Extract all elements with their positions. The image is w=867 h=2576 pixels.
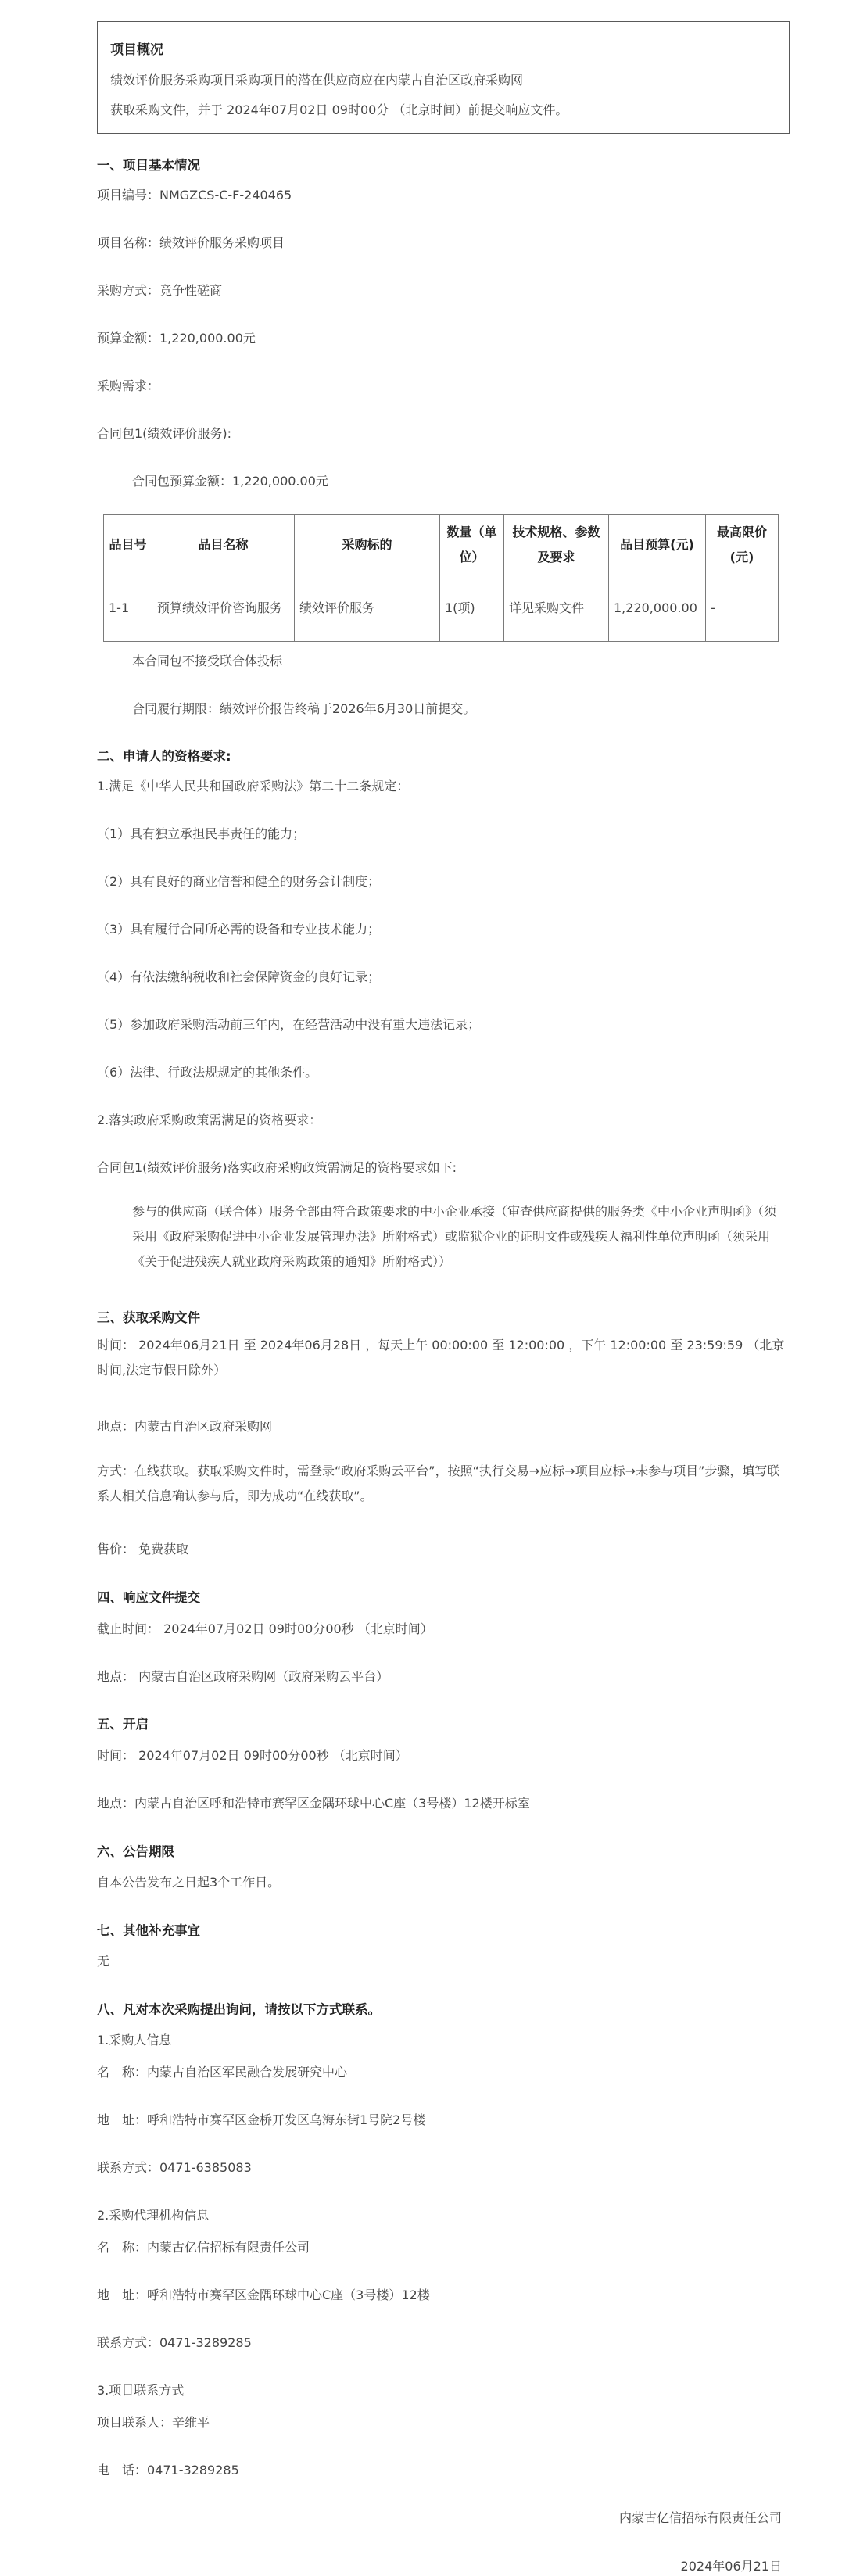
agent-phone: 联系方式：0471-3289285 <box>97 2335 252 2350</box>
opening-place: 地点：内蒙古自治区呼和浩特市赛罕区金隅环球中心C座（3号楼）12楼开标室 <box>97 1796 530 1811</box>
cell-item-budget: 1,220,000.00 <box>609 575 706 642</box>
agent-name: 名 称：内蒙古亿信招标有限责任公司 <box>97 2240 310 2255</box>
agent-info-title: 2.采购代理机构信息 <box>97 2208 210 2223</box>
buyer-address: 地 址：呼和浩特市赛罕区金桥开发区乌海东街1号院2号楼 <box>97 2112 426 2127</box>
header-spec: 技术规格、参数及要求 <box>504 515 609 575</box>
condition-4: （4）有依法缴纳税收和社会保障资金的良好记录； <box>97 969 381 984</box>
footer-organization: 内蒙古亿信招标有限责任公司 <box>618 2510 782 2525</box>
project-name: 项目名称：绩效评价服务采购项目 <box>97 235 285 250</box>
section-7-heading: 七、其他补充事宜 <box>97 1923 200 1938</box>
footer-date: 2024年06月21日 <box>680 2559 782 2574</box>
contract-package: 合同包1(绩效评价服务): <box>97 426 232 441</box>
overview-title: 项目概况 <box>110 42 163 58</box>
project-contact-person: 项目联系人：辛维平 <box>97 2415 210 2430</box>
project-contact-title: 3.项目联系方式 <box>97 2383 185 2398</box>
sme-requirement: 参与的供应商（联合体）服务全部由符合政策要求的中小企业承接（审查供应商提供的服务类《中小企业声明函》（须采用《政府采购促进中小企业发展管理办法》所附格式）或监狱企业的证明文件或残疾人福利性单位声明函（须采用《关于促进残疾人就业政府采购政策的通知》所附格式）） <box>132 1204 777 1269</box>
header-item-no: 品目号 <box>104 515 152 575</box>
contract-term: 合同履行期限：绩效评价报告终稿于2026年6月30日前提交。 <box>132 701 476 716</box>
condition-6: （6）法律、行政法规规定的其他条件。 <box>97 1065 318 1080</box>
agent-address: 地 址：呼和浩特市赛罕区金隅环球中心C座（3号楼）12楼 <box>97 2288 430 2302</box>
document-price: 售价： 免费获取 <box>97 1542 189 1557</box>
acquire-way: 方式：在线获取。获取采购文件时，需登录“政府采购云平台”，按照“执行交易→应标→项目应标→未参与项目”步骤，填写联系人相关信息确认参与后，即为成功“在线获取”。 <box>97 1464 780 1503</box>
overview-line-2: 获取采购文件，并于 2024年07月02日 09时00分 （北京时间）前提交响应文件。 <box>110 102 568 117</box>
cell-spec: 详见采购文件 <box>504 575 609 642</box>
header-subject: 采购标的 <box>295 515 440 575</box>
cell-max-price: - <box>706 575 779 642</box>
table-row <box>104 575 779 642</box>
condition-2: （2）具有良好的商业信誉和健全的财务会计制度； <box>97 874 381 889</box>
header-item-name: 品目名称 <box>152 515 295 575</box>
overview-line-1: 绩效评价服务采购项目采购项目的潜在供应商应在内蒙古自治区政府采购网 <box>110 73 524 88</box>
cell-subject: 绩效评价服务 <box>295 575 440 642</box>
project-code: 项目编号：NMGZCS-C-F-240465 <box>97 188 292 202</box>
purchase-need: 采购需求： <box>97 378 160 393</box>
items-table <box>103 514 779 642</box>
acquire-place: 地点：内蒙古自治区政府采购网 <box>97 1419 273 1434</box>
section-6-heading: 六、公告期限 <box>97 1844 174 1859</box>
procurement-law-clause: 1.满足《中华人民共和国政府采购法》第二十二条规定： <box>97 779 410 794</box>
condition-5: （5）参加政府采购活动前三年内，在经营活动中没有重大违法记录； <box>97 1017 481 1032</box>
buyer-info-title: 1.采购人信息 <box>97 2033 172 2048</box>
buyer-phone: 联系方式：0471-6385083 <box>97 2160 252 2175</box>
acquire-time: 时间： 2024年06月21日 至 2024年06月28日 ，每天上午 00:00:00 至 12:00:00 ，下午 12:00:00 至 23:59:59 （北京时间,法定节假日除外） <box>97 1338 785 1378</box>
notice-period: 自本公告发布之日起3个工作日。 <box>97 1875 281 1890</box>
cell-item-no: 1-1 <box>104 575 152 642</box>
project-contact-phone: 电 话：0471-3289285 <box>97 2463 239 2477</box>
submission-place: 地点： 内蒙古自治区政府采购网（政府采购云平台） <box>97 1669 389 1684</box>
cell-quantity: 1(项) <box>440 575 504 642</box>
submission-deadline: 截止时间： 2024年07月02日 09时00分00秒 （北京时间） <box>97 1621 433 1636</box>
budget-amount: 预算金额：1,220,000.00元 <box>97 331 256 346</box>
table-header-row <box>104 515 779 575</box>
purchase-method: 采购方式：竞争性磋商 <box>97 283 223 298</box>
section-1-heading: 一、项目基本情况 <box>97 158 200 173</box>
package-budget: 合同包预算金额：1,220,000.00元 <box>132 474 328 489</box>
opening-time: 时间： 2024年07月02日 09时00分00秒 （北京时间） <box>97 1748 408 1763</box>
cell-item-name: 预算绩效评价咨询服务 <box>152 575 295 642</box>
condition-3: （3）具有履行合同所必需的设备和专业技术能力； <box>97 922 381 937</box>
no-consortium-note: 本合同包不接受联合体投标 <box>132 654 283 668</box>
header-max-price: 最高限价(元) <box>706 515 779 575</box>
section-4-heading: 四、响应文件提交 <box>97 1590 200 1605</box>
section-3-heading: 三、获取采购文件 <box>97 1310 200 1325</box>
project-overview-box <box>97 21 790 134</box>
other-matters: 无 <box>97 1954 110 1969</box>
section-8-heading: 八、凡对本次采购提出询问，请按以下方式联系。 <box>97 2002 381 2017</box>
policy-requirements: 2.落实政府采购政策需满足的资格要求： <box>97 1112 322 1127</box>
header-quantity: 数量（单位） <box>440 515 504 575</box>
section-2-heading: 二、申请人的资格要求: <box>97 749 231 764</box>
section-5-heading: 五、开启 <box>97 1717 149 1732</box>
header-item-budget: 品目预算(元) <box>609 515 706 575</box>
package-policy-requirements: 合同包1(绩效评价服务)落实政府采购政策需满足的资格要求如下: <box>97 1160 457 1175</box>
buyer-name: 名 称：内蒙古自治区军民融合发展研究中心 <box>97 2065 348 2080</box>
condition-1: （1）具有独立承担民事责任的能力； <box>97 826 306 841</box>
